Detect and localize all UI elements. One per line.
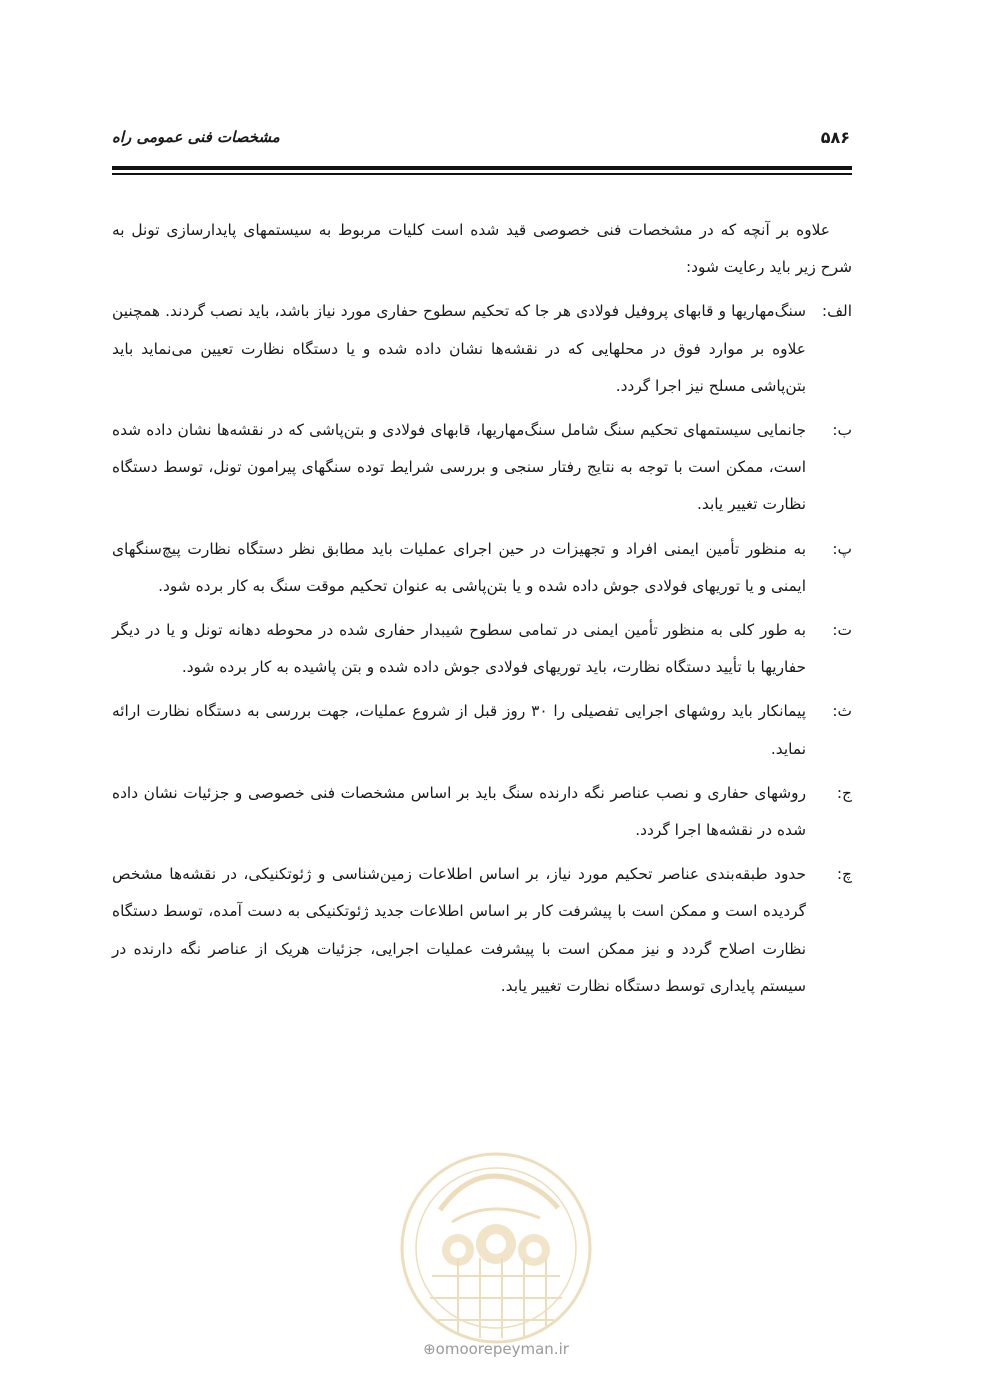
list-item-text: سنگ‌مهاریها و قابهای پروفیل فولادی هر جا که تحکیم سطوح حفاری مورد نیاز باشد، باید نصب گردند. همچنین علاوه بر موارد فوق در محلهایی که در نقشه‌ها نشان داده شده و یا دستگاه نظارت تعیین می‌نماید باید بتن‌پاشی مسلح نیز اجرا گردد. [112,302,806,395]
list-item-text: پیمانکار باید روشهای اجرایی تفصیلی را ۳۰ روز قبل از شروع عملیات، جهت بررسی به دستگاه نظارت ارائه نماید. [112,702,806,758]
watermark-url: ⊕omoorepeyman.ir [423,1340,569,1358]
list-item-text: به طور کلی به منظور تأمین ایمنی در تمامی سطوح شیبدار حفاری شده در محوطه دهانه تونل و یا در دیگر حفاریها با تأیید دستگاه نظارت، باید توریهای فولادی جوش داده شده و بتن پاشیده به کار برده شود. [112,621,806,677]
list-item-text: به منظور تأمین ایمنی افراد و تجهیزات در حین اجرای عملیات باید مطابق نظر دستگاه نظارت پیچ‌سنگهای ایمنی و یا توریهای فولادی جوش داده شده و یا بتن‌پاشی به عنوان تحکیم موقت سنگ به کار برده شود. [112,539,806,595]
list-item [112,693,852,767]
page-number: ۵۸۶ [820,128,850,147]
list-item [112,612,852,686]
list-item-letter: الف: [821,302,852,321]
header-rule-thin [112,173,852,175]
list-item-letter: ث: [832,702,852,721]
globe-icon: ⊕ [423,1340,436,1358]
list-item-text: حدود طبقه‌بندی عناصر تحکیم مورد نیاز، بر اساس اطلاعات زمین‌شناسی و ژئوتکنیکی، در نقشه‌ها مشخص گردیده است و ممکن است با پیشرفت کار بر اساس اطلاعات جدید ژئوتکنیکی به دست آمده، توسط دستگاه نظارت اصلاح گردد و نیز ممکن است با پیشرفت عملیات اجرایی، جزئیات هریک از عناصر نگه دارنده در سیستم پایداری توسط دستگاه نظارت تغییر یابد. [112,865,806,995]
list-item-letter: چ: [836,865,852,884]
list-item-text: جانمایی سیستمهای تحکیم سنگ شامل سنگ‌مهاریها، قابهای فولادی و بتن‌پاشی که در نقشه‌ها نشان داده شده است، ممکن است با توجه به نتایج رفتار سنجی و بررسی شرایط توده سنگهای پیرامون تونل، توسط دستگاه نظارت تغییر یابد. [112,421,806,514]
list-item [112,293,852,405]
list-item-letter: ج: [836,783,852,802]
list-item [112,531,852,605]
header-rule-thick [112,166,852,170]
intro-paragraph: علاوه بر آنچه که در مشخصات فنی خصوصی قید شده است کلیات مربوط به سیستمهای پایدارسازی تونل به شرح زیر باید رعایت شود: [112,221,852,277]
list-item [112,775,852,849]
list-item-letter: ب: [832,421,852,440]
running-title: مشخصات فنی عمومی راه [112,128,280,146]
page-header [112,118,852,158]
body-text [112,212,852,1012]
list-item-letter: پ: [832,539,852,558]
list-item [112,856,852,1005]
watermark-stamp-logo [380,1148,612,1348]
list-item-letter: ت: [832,621,852,640]
list-item-text: روشهای حفاری و نصب عناصر نگه دارنده سنگ باید بر اساس مشخصات فنی خصوصی و جزئیات نشان داده شده در نقشه‌ها اجرا گردد. [112,783,806,840]
list-item [112,412,852,524]
